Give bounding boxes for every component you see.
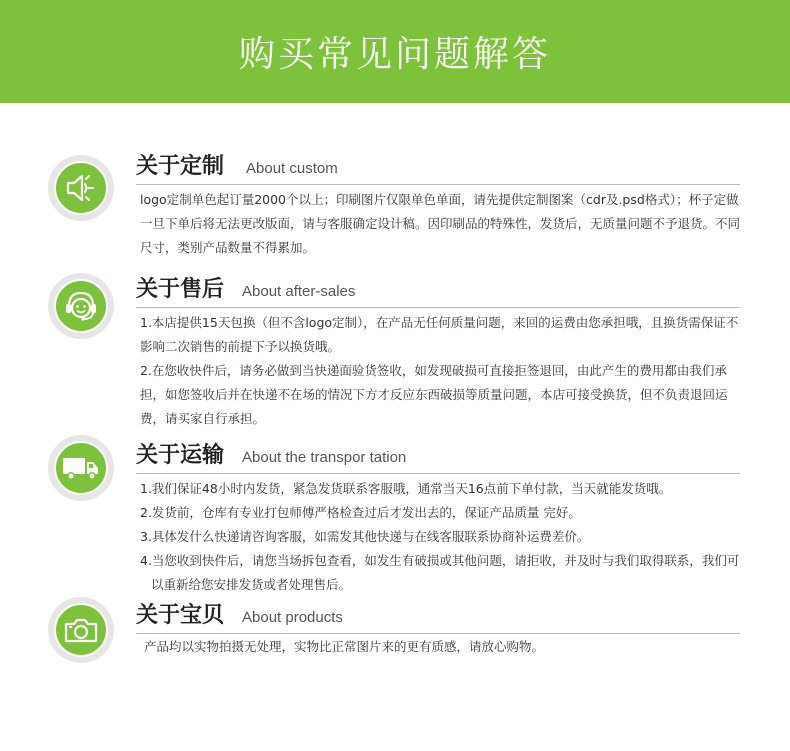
section-paragraph: 2.在您收快件后，请务必做到当快递面验货签收，如发现破损可直接拒签退回，由此产生的费用都由我们承担，如您签收后并在快递不在场的情况下方才反应东西破损等质量问题，本店可接受换货，但不负责退回运费，请买家自行承担。 (140, 363, 728, 426)
section-icon-badge (48, 155, 114, 221)
section-paragraph: 4.当您收到快件后，请您当场拆包查看，如发生有破损或其他问题，请拒收，并及时与我们取得联系，我们可以重新给您安排发货或者处理售后。 (140, 553, 740, 592)
section-paragraph: 1.本店提供15天包换（但不含logo定制），在产品无任何质量问题，来回的运费由您承担哦，且换货需保证不影响二次销售的前提下予以换货哦。 (140, 315, 739, 354)
section-title: 关于售后 (136, 277, 225, 302)
page-title: 购买常见问题解答 (238, 34, 551, 75)
header-banner (0, 0, 790, 103)
section-subtitle: About products (242, 609, 343, 626)
section-subtitle: About after-sales (242, 283, 356, 300)
section-title: 关于宝贝 (136, 603, 225, 628)
section-icon-badge (48, 273, 114, 339)
section-icon-badge (48, 597, 114, 663)
section-paragraph: 2.发货前，仓库有专业打包师傅严格检查过后才发出去的，保证产品质量 完好。 (140, 505, 581, 520)
section-paragraph: 1.我们保证48小时内发货，紧急发货联系客服哦，通常当天16点前下单付款，当天就能发货哦。 (140, 481, 672, 496)
delivery-truck-icon (61, 454, 101, 482)
section-subtitle: About the transpor tation (242, 449, 407, 466)
section-paragraph: 产品均以实物拍摄无处理，实物比正常图片来的更有质感，请放心购物。 (144, 639, 545, 654)
section-title: 关于运输 (136, 443, 225, 468)
section-paragraph: logo定制单色起订量2000个以上；印刷图片仅限单色单面，请先提供定制图案（cdr及.psd格式）；杯子定做一旦下单后将无法更改版面，请与客服确定设计稿。因印刷品的特殊性，发货后，无质量问题不予退货。不同尺寸，类别产品数量不得累加。 (140, 192, 741, 255)
section-subtitle: About custom (246, 160, 338, 177)
section-divider (136, 307, 740, 308)
section-paragraph: 3.具体发什么快递请咨询客服，如需发其他快递与在线客服联系协商补运费差价。 (140, 529, 590, 544)
section-divider (136, 184, 740, 185)
section-divider (136, 473, 740, 474)
headset-service-icon (62, 288, 100, 324)
section-icon-badge (48, 435, 114, 501)
speaker-icon (64, 173, 98, 203)
section-divider (136, 633, 740, 634)
section-title: 关于定制 (136, 154, 225, 179)
camera-icon (63, 616, 99, 644)
